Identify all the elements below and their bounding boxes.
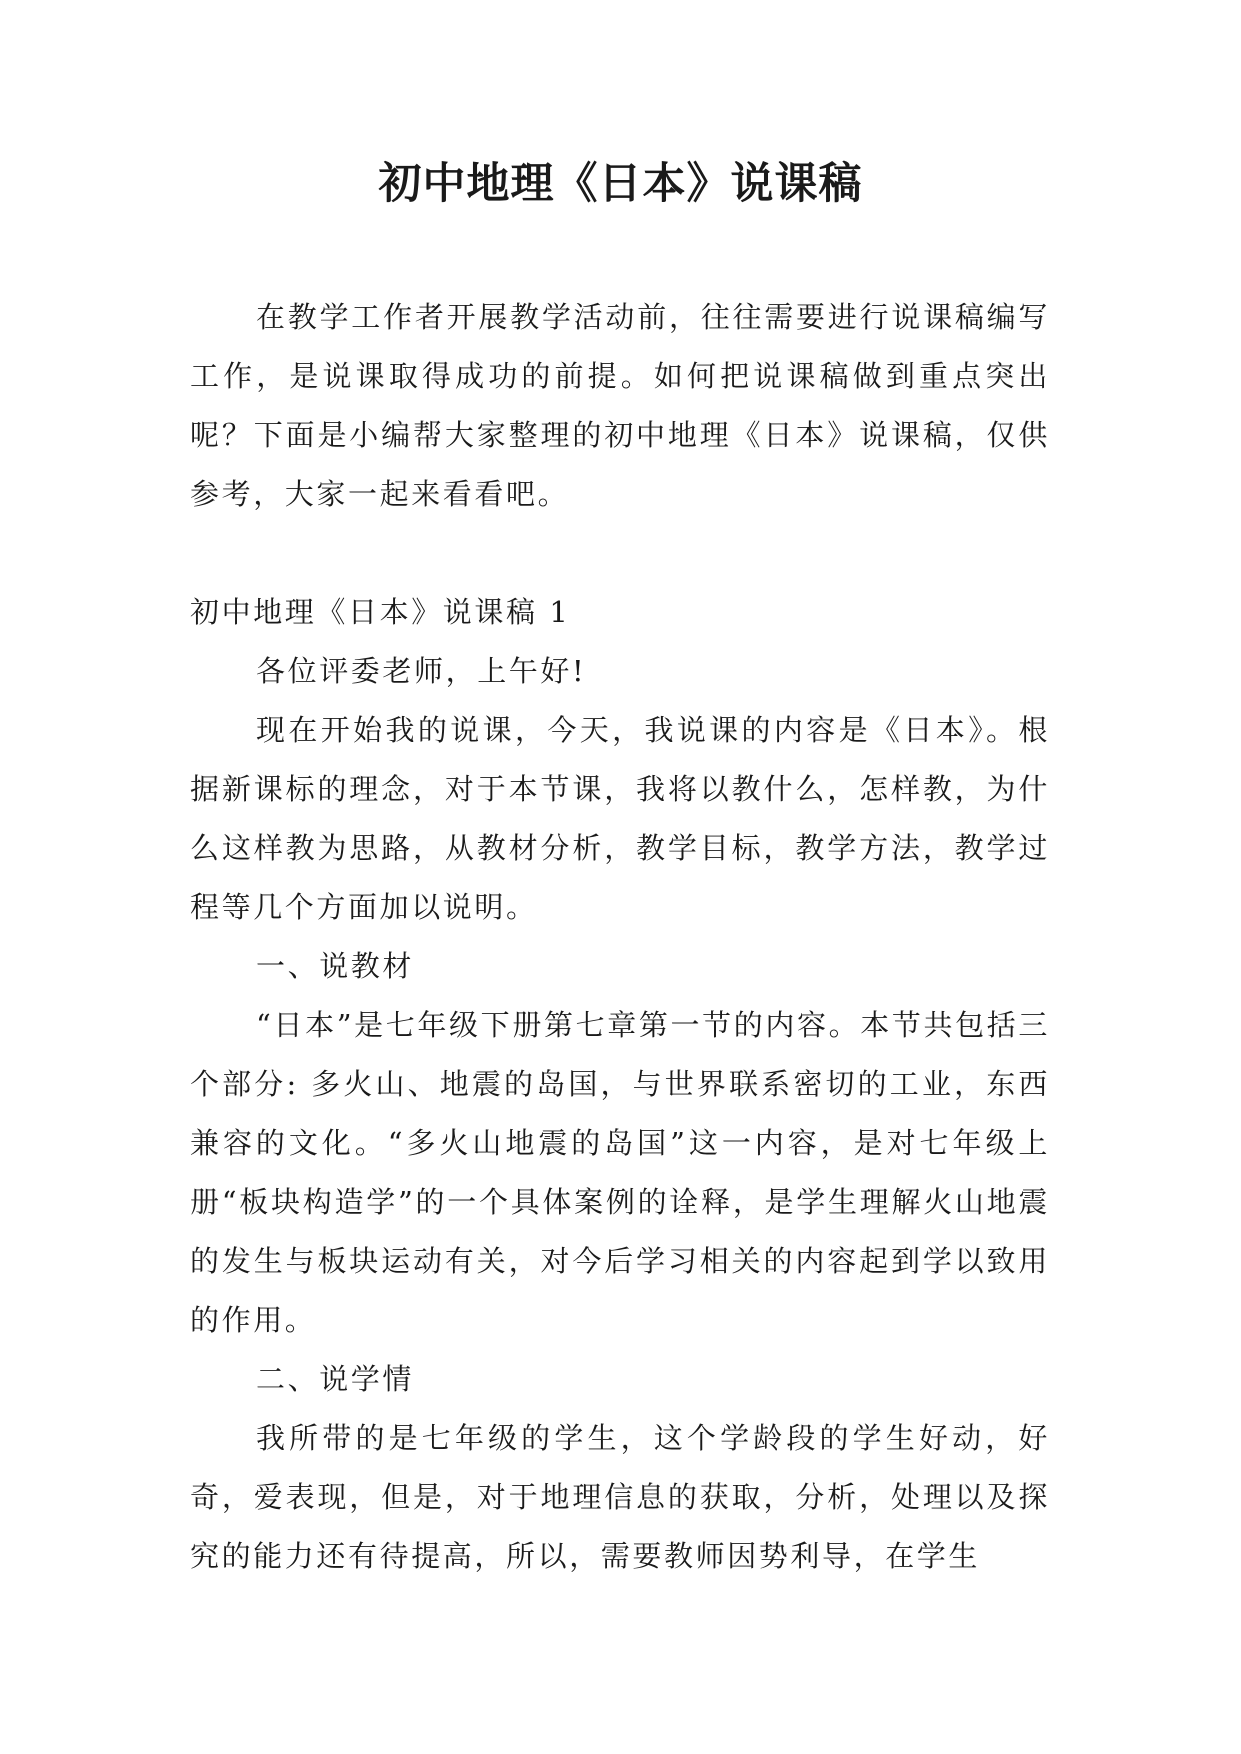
heading-students: 二、说学情 <box>256 1362 415 1396</box>
heading-textbook: 一、说教材 <box>256 949 415 983</box>
paragraph-gap <box>190 524 1050 583</box>
document-body <box>190 288 1050 1586</box>
opening-paragraph: 现在开始我的说课，今天，我说课的内容是《日本》。根据新课标的理念，对于本节课，我将以教什么，怎样教，为什么这样教为思路，从教材分析，教学目标，教学方法，教学过程等几个方面加以说明。 <box>190 713 1050 924</box>
students-paragraph: 我所带的是七年级的学生，这个学龄段的学生好动，好奇，爱表现，但是，对于地理信息的获取，分析，处理以及探究的能力还有待提高，所以，需要教师因势利导，在学生 <box>190 1421 1050 1573</box>
section-title: 初中地理《日本》说课稿 1 <box>190 595 571 629</box>
intro-paragraph: 在教学工作者开展教学活动前，往往需要进行说课稿编写工作，是说课取得成功的前提。如何把说课稿做到重点突出呢？下面是小编帮大家整理的初中地理《日本》说课稿，仅供参考，大家一起来看看吧。 <box>190 300 1050 511</box>
greeting-paragraph: 各位评委老师，上午好! <box>256 654 587 688</box>
textbook-paragraph: “日本”是七年级下册第七章第一节的内容。本节共包括三个部分: 多火山、地震的岛国，与世界联系密切的工业，东西兼容的文化。“多火山地震的岛国”这一内容，是对七年级上册“板块构造学”的一个具体案例的诠释，是学生理解火山地震的发生与板块运动有关，对今后学习相关的内容起到学以致用的作用。 <box>190 1008 1050 1337</box>
document-title: 初中地理《日本》说课稿 <box>378 159 863 209</box>
